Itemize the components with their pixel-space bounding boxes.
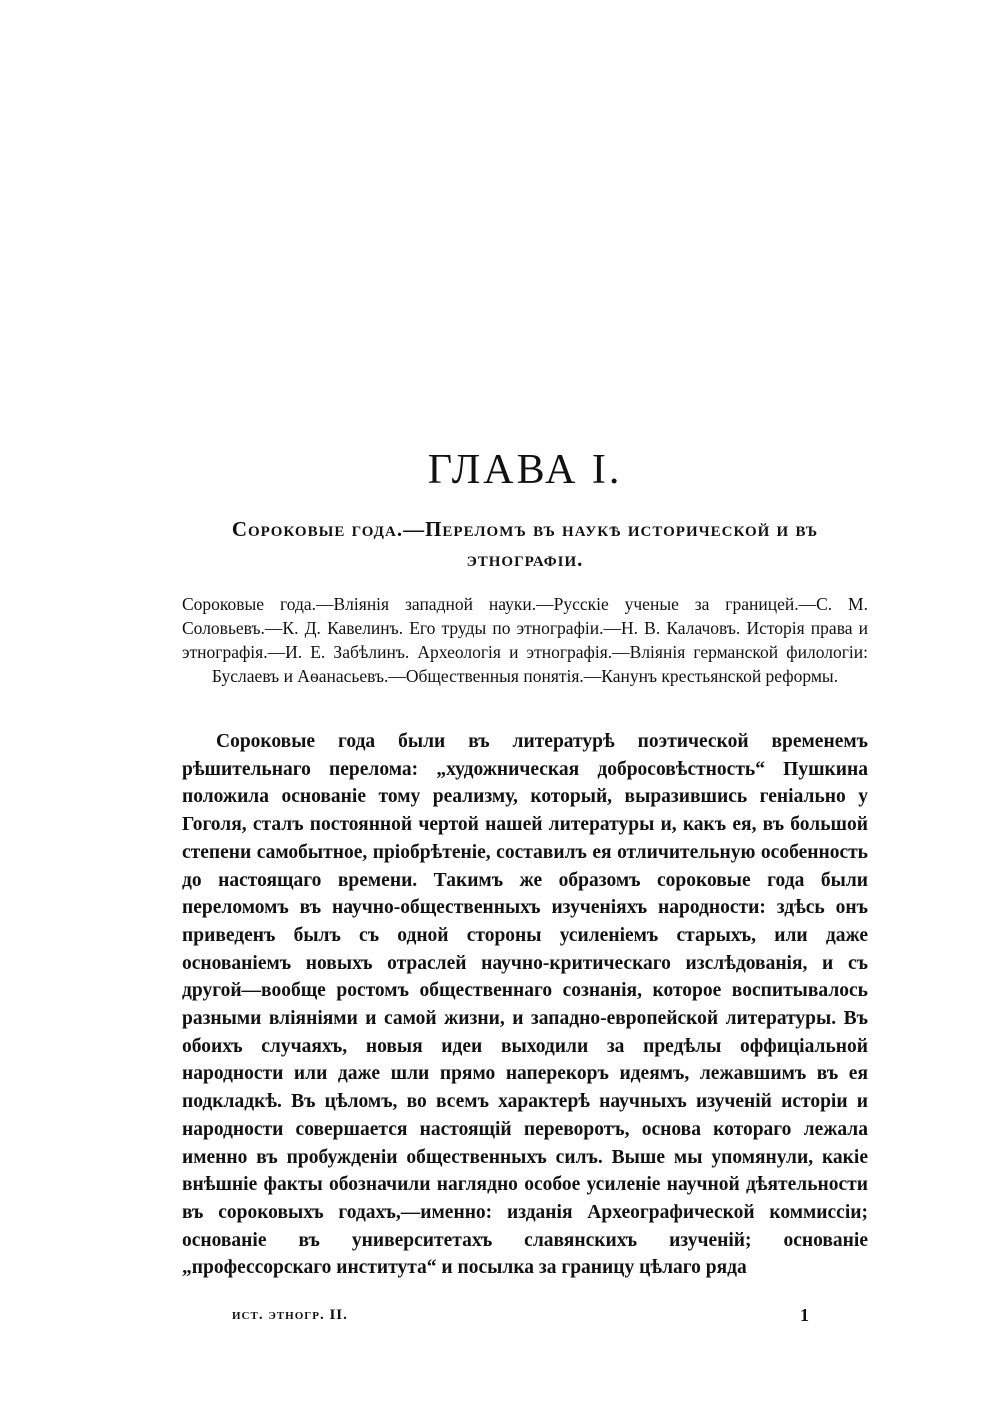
chapter-summary: Сороковые года.—Вліянія западной науки.—Русскіе ученые за границей.—С. М. Соловьевъ.—К. Д. Кавелинъ. Его труды по этнографіи.—Н. В. Калачовъ. Исторія права и этнографія.—И. Е. Забѣлинъ. Археологія и этнографія.—Вліянія германской филологіи: Буслаевъ и Аѳанасьевъ.—Общественныя понятія.—Канунъ крестьянской реформы. bbox=[182, 594, 868, 686]
page-number: 1 bbox=[800, 1305, 809, 1325]
signature-mark: ист. этногр. II. bbox=[232, 1307, 348, 1323]
body-paragraph: Сороковые года были въ литературѣ поэтической временемъ рѣшительнаго перелома: „художническая добросовѣстность“ Пушкина положила основаніе тому реализму, который, выразившись геніально у Гоголя, сталъ постоянной чертой нашей литературы и, какъ ея, въ большой степени самобытное, пріобрѣтеніе, составилъ ея отличительную особенность до настоящаго времени. Такимъ же образомъ сороковые года были переломомъ въ научно-общественныхъ изученіяхъ народности: здѣсь онъ приведенъ былъ съ одной стороны усиленіемъ старыхъ, или даже основаніемъ новыхъ отраслей научно-критическаго изслѣдованія, и съ другой—вообще ростомъ общественнаго сознанія, которое воспитывалось разными вліяніями и самой жизни, и западно-европейской литературы. Въ обоихъ случаяхъ, новыя идеи выходили за предѣлы оффиціальной народности или даже шли прямо наперекоръ идеямъ, лежавшимъ въ ея подкладкѣ. Въ цѣломъ, во всемъ характерѣ научныхъ изученій исторіи и народности совершается настоящій переворотъ, основа котораго лежала именно въ пробужденіи общественныхъ силъ. Выше мы упомянули, какіе внѣшніе факты обозначили наглядно особое усиленіе научной дѣятельности въ сороковыхъ годахъ,—именно: изданія Археографической коммиссіи; основаніе въ университетахъ славянскихъ изученій; основаніе „профессорскаго института“ и посылка за границу цѣлаго ряда bbox=[182, 731, 868, 1279]
chapter-title: ГЛАВА I. bbox=[427, 447, 623, 493]
page-footer bbox=[182, 1305, 868, 1329]
book-page bbox=[182, 0, 868, 1418]
chapter-subtitle: Сороковые года.—Переломъ въ наукѣ исторической и въ этнографіи. bbox=[231, 517, 819, 571]
